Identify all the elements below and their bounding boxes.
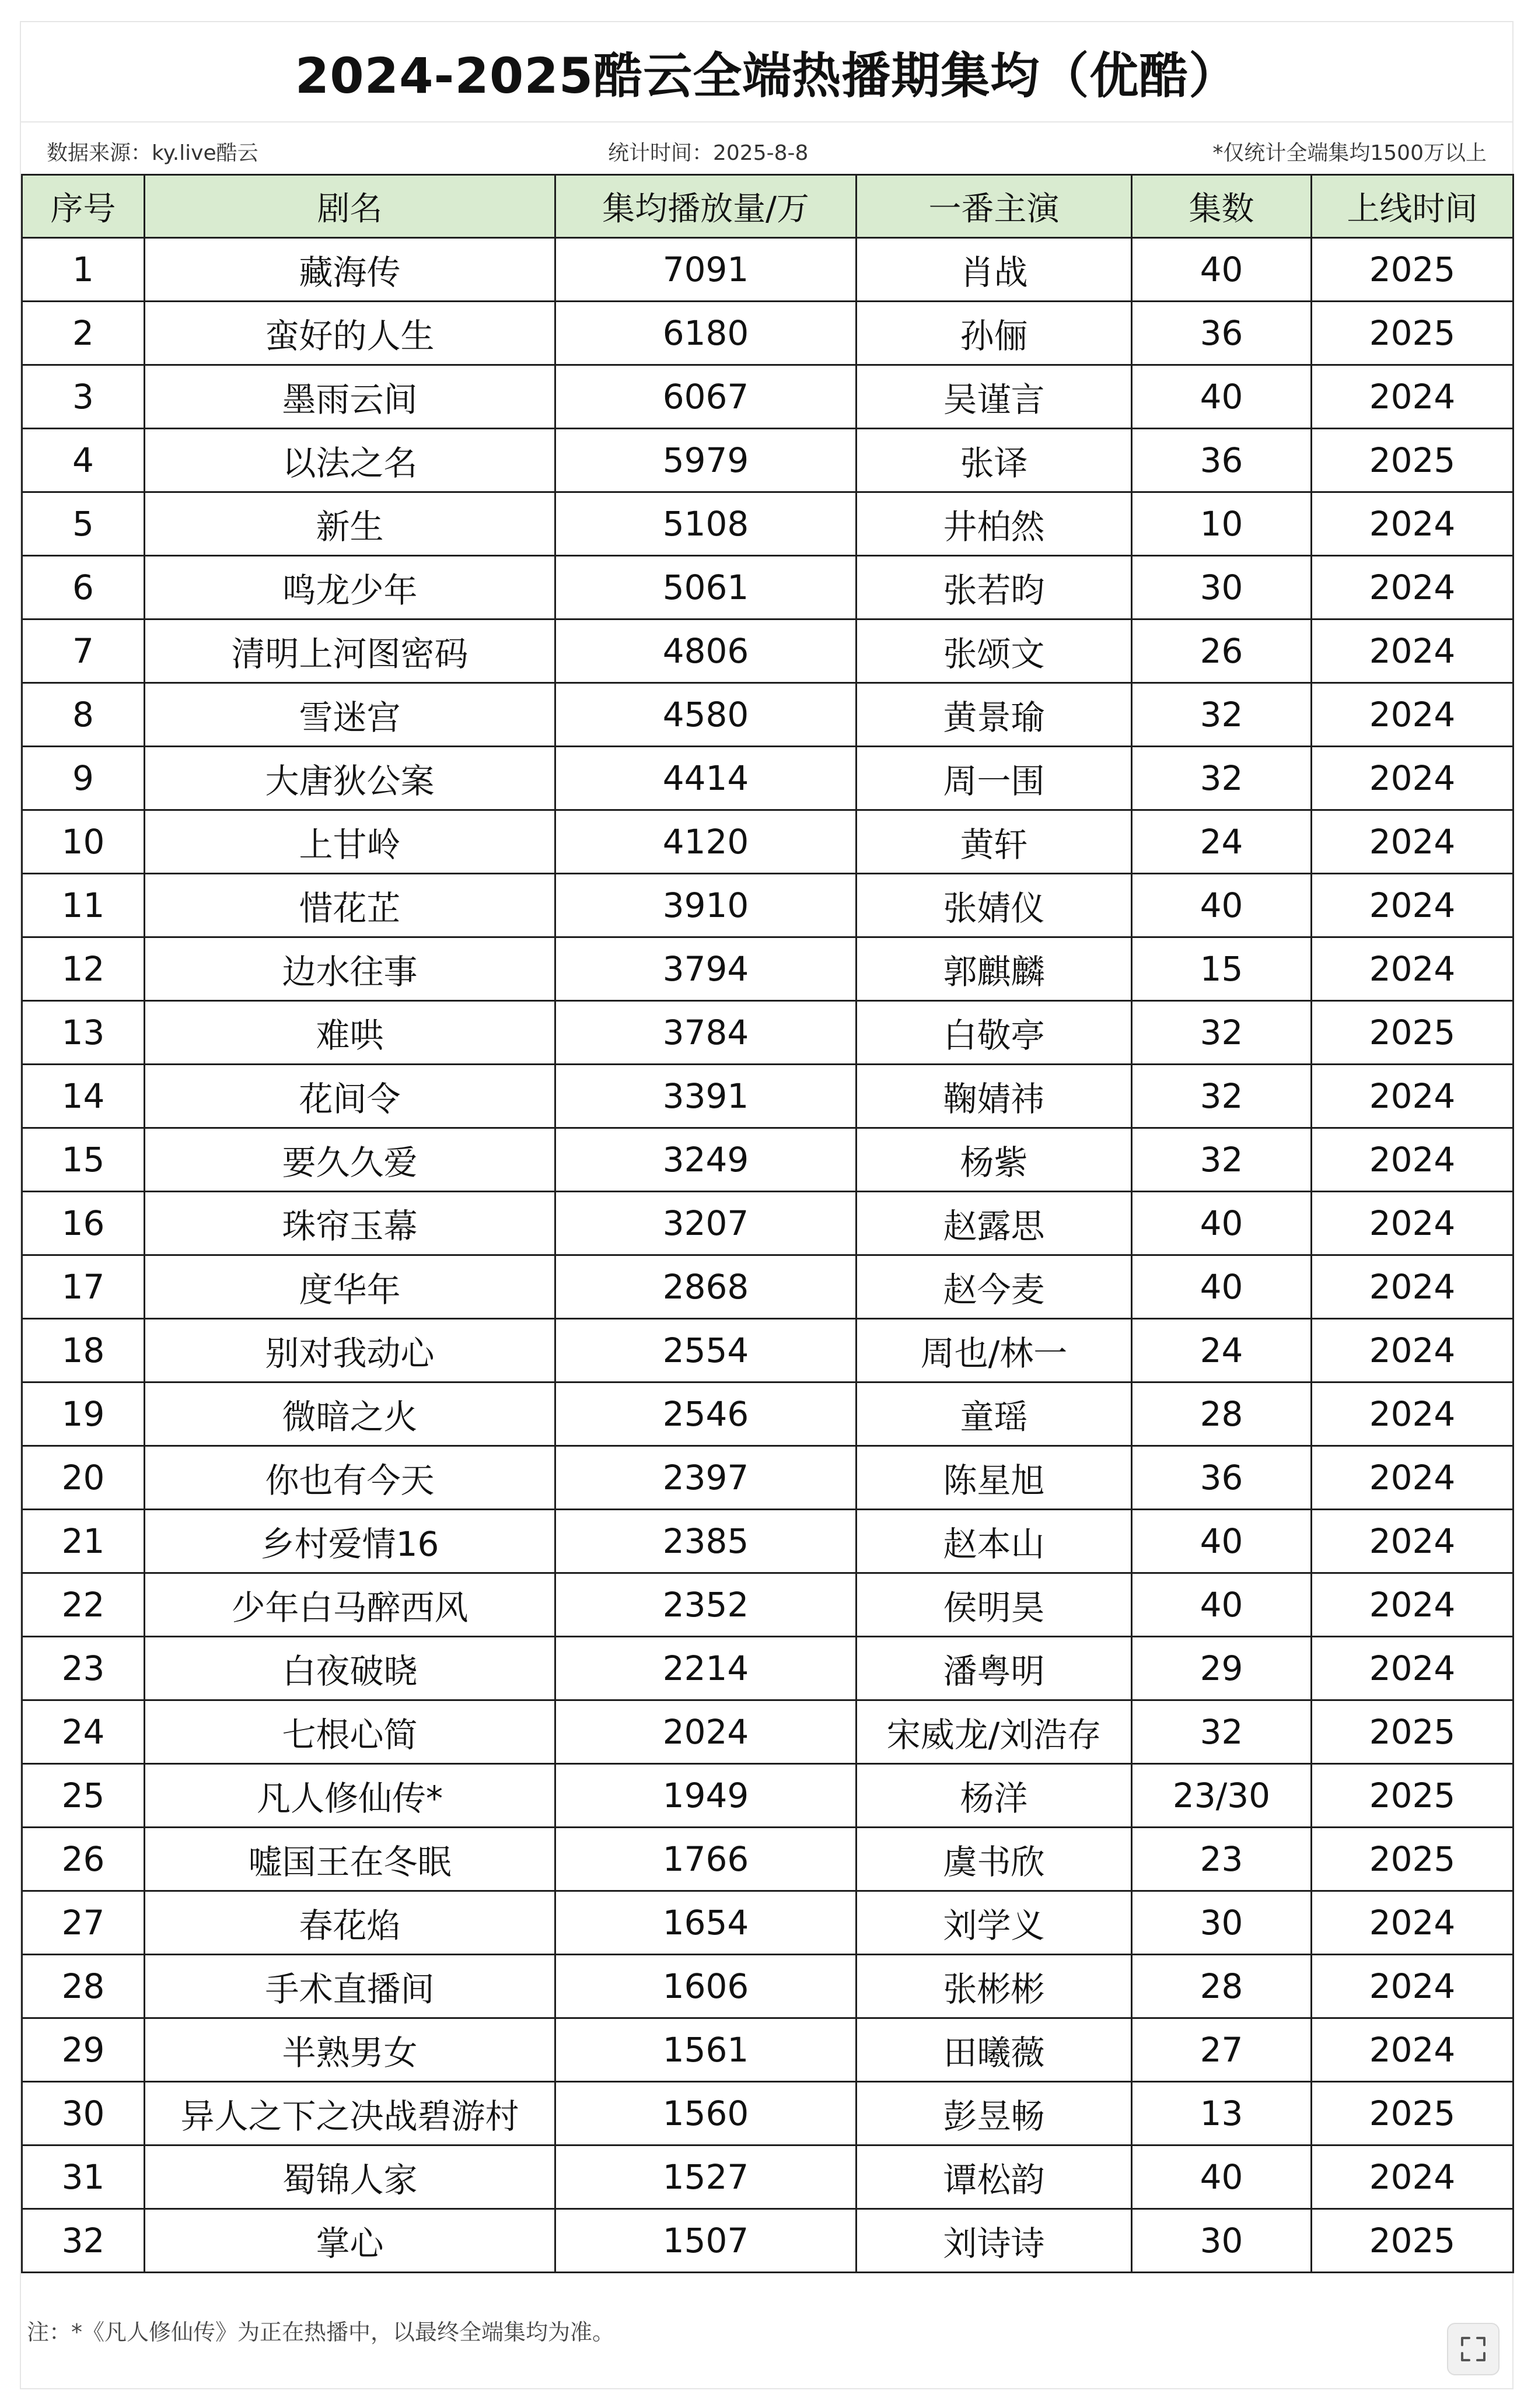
cell-release-year: 2024: [1312, 1955, 1513, 2018]
cell-title: 少年白马醉西风: [145, 1573, 555, 1637]
cell-release-year: 2025: [1312, 429, 1513, 492]
cell-avg-views: 1766: [555, 1828, 857, 1891]
cell-title: 藏海传: [145, 238, 555, 302]
cell-rank: 13: [22, 1001, 145, 1065]
table-row: [22, 1065, 1513, 1128]
cell-lead-actor: 刘学义: [857, 1891, 1132, 1955]
cell-avg-views: 1560: [555, 2082, 857, 2146]
cell-lead-actor: 吴谨言: [857, 365, 1132, 429]
cell-avg-views: 2024: [555, 1700, 857, 1764]
table-row: [22, 365, 1513, 429]
table-row: [22, 1828, 1513, 1891]
cell-avg-views: 2554: [555, 1319, 857, 1382]
cell-episodes: 36: [1132, 1446, 1312, 1510]
cell-release-year: 2024: [1312, 937, 1513, 1001]
page-title: 2024-2025酷云全端热播期集均（优酷）: [21, 22, 1512, 123]
cell-lead-actor: 谭松韵: [857, 2146, 1132, 2209]
cell-title: 珠帘玉幕: [145, 1192, 555, 1255]
cell-title: 蛮好的人生: [145, 302, 555, 365]
cell-title: 微暗之火: [145, 1382, 555, 1446]
cell-release-year: 2024: [1312, 874, 1513, 937]
stat-time: 统计时间：2025-8-8: [608, 141, 809, 165]
cell-rank: 30: [22, 2082, 145, 2146]
table-body: [22, 238, 1513, 2273]
cell-release-year: 2024: [1312, 1573, 1513, 1637]
cell-title: 度华年: [145, 1255, 555, 1319]
cell-avg-views: 4806: [555, 620, 857, 683]
cell-lead-actor: 鞠婧祎: [857, 1065, 1132, 1128]
cell-title: 掌心: [145, 2209, 555, 2273]
cell-lead-actor: 白敬亭: [857, 1001, 1132, 1065]
table-row: [22, 556, 1513, 620]
cell-title: 乡村爱情16: [145, 1510, 555, 1573]
cell-rank: 15: [22, 1128, 145, 1192]
cell-title: 以法之名: [145, 429, 555, 492]
cell-lead-actor: 黄轩: [857, 810, 1132, 874]
cell-lead-actor: 宋威龙/刘浩存: [857, 1700, 1132, 1764]
cell-avg-views: 1949: [555, 1764, 857, 1828]
cell-lead-actor: 郭麒麟: [857, 937, 1132, 1001]
cell-release-year: 2025: [1312, 1700, 1513, 1764]
table-row: [22, 810, 1513, 874]
cell-rank: 18: [22, 1319, 145, 1382]
table-row: [22, 2018, 1513, 2082]
header-title: 剧名: [145, 175, 555, 238]
cell-episodes: 13: [1132, 2082, 1312, 2146]
cell-release-year: 2024: [1312, 810, 1513, 874]
cell-release-year: 2024: [1312, 556, 1513, 620]
cell-lead-actor: 张颂文: [857, 620, 1132, 683]
cell-episodes: 28: [1132, 1382, 1312, 1446]
cell-lead-actor: 赵露思: [857, 1192, 1132, 1255]
header-episodes: 集数: [1132, 175, 1312, 238]
cell-title: 七根心简: [145, 1700, 555, 1764]
cell-title: 新生: [145, 492, 555, 556]
table-row: [22, 238, 1513, 302]
cell-lead-actor: 童瑶: [857, 1382, 1132, 1446]
table-row: [22, 492, 1513, 556]
meta-bar: [21, 123, 1512, 173]
cell-lead-actor: 刘诗诗: [857, 2209, 1132, 2273]
cell-rank: 7: [22, 620, 145, 683]
cell-lead-actor: 黄景瑜: [857, 683, 1132, 747]
cell-avg-views: 3784: [555, 1001, 857, 1065]
table-row: [22, 1255, 1513, 1319]
cell-release-year: 2024: [1312, 1255, 1513, 1319]
cell-episodes: 36: [1132, 302, 1312, 365]
cell-title: 异人之下之决战碧游村: [145, 2082, 555, 2146]
header-lead-actor: 一番主演: [857, 175, 1132, 238]
cell-episodes: 23: [1132, 1828, 1312, 1891]
cell-title: 墨雨云间: [145, 365, 555, 429]
cell-episodes: 40: [1132, 1192, 1312, 1255]
cell-avg-views: 7091: [555, 238, 857, 302]
cell-release-year: 2025: [1312, 1828, 1513, 1891]
cell-title: 清明上河图密码: [145, 620, 555, 683]
cell-lead-actor: 侯明昊: [857, 1573, 1132, 1637]
header-avg-views: 集均播放量/万: [555, 175, 857, 238]
cell-rank: 4: [22, 429, 145, 492]
table-row: [22, 620, 1513, 683]
table-row: [22, 1382, 1513, 1446]
cell-rank: 20: [22, 1446, 145, 1510]
footnote: 注：*《凡人修仙传》为正在热播中，以最终全端集均为准。: [27, 2319, 615, 2345]
table-row: [22, 683, 1513, 747]
cell-title: 要久久爱: [145, 1128, 555, 1192]
cell-avg-views: 5108: [555, 492, 857, 556]
cell-avg-views: 2868: [555, 1255, 857, 1319]
table-header-row: [22, 175, 1513, 238]
cell-rank: 9: [22, 747, 145, 810]
cell-rank: 27: [22, 1891, 145, 1955]
cell-episodes: 23/30: [1132, 1764, 1312, 1828]
cell-release-year: 2025: [1312, 1764, 1513, 1828]
cell-release-year: 2024: [1312, 1065, 1513, 1128]
cell-episodes: 32: [1132, 683, 1312, 747]
cell-rank: 29: [22, 2018, 145, 2082]
cell-title: 别对我动心: [145, 1319, 555, 1382]
cell-avg-views: 1561: [555, 2018, 857, 2082]
table-row: [22, 1955, 1513, 2018]
cell-avg-views: 3249: [555, 1128, 857, 1192]
cell-rank: 14: [22, 1065, 145, 1128]
cell-rank: 26: [22, 1828, 145, 1891]
cell-episodes: 40: [1132, 1255, 1312, 1319]
cell-release-year: 2024: [1312, 1192, 1513, 1255]
cell-title: 大唐狄公案: [145, 747, 555, 810]
criteria-note: *仅统计全端集均1500万以上: [1212, 141, 1487, 165]
expand-icon[interactable]: [1447, 2323, 1499, 2375]
cell-episodes: 40: [1132, 2146, 1312, 2209]
data-source: 数据来源：ky.live酷云: [47, 141, 258, 165]
cell-lead-actor: 赵今麦: [857, 1255, 1132, 1319]
cell-lead-actor: 张若昀: [857, 556, 1132, 620]
cell-rank: 2: [22, 302, 145, 365]
ranking-sheet: [20, 21, 1513, 2389]
cell-lead-actor: 张译: [857, 429, 1132, 492]
table-row: [22, 1700, 1513, 1764]
cell-avg-views: 3794: [555, 937, 857, 1001]
table-row: [22, 2209, 1513, 2273]
cell-lead-actor: 杨紫: [857, 1128, 1132, 1192]
cell-episodes: 40: [1132, 1510, 1312, 1573]
cell-title: 嘘国王在冬眠: [145, 1828, 555, 1891]
table-row: [22, 1446, 1513, 1510]
table-row: [22, 1637, 1513, 1700]
table-row: [22, 937, 1513, 1001]
header-release-year: 上线时间: [1312, 175, 1513, 238]
table-row: [22, 1510, 1513, 1573]
cell-title: 春花焰: [145, 1891, 555, 1955]
cell-avg-views: 6067: [555, 365, 857, 429]
table-row: [22, 1319, 1513, 1382]
table-row: [22, 2146, 1513, 2209]
cell-release-year: 2024: [1312, 1891, 1513, 1955]
cell-rank: 22: [22, 1573, 145, 1637]
cell-release-year: 2024: [1312, 365, 1513, 429]
cell-release-year: 2025: [1312, 302, 1513, 365]
cell-release-year: 2024: [1312, 1382, 1513, 1446]
cell-lead-actor: 张彬彬: [857, 1955, 1132, 2018]
cell-avg-views: 2385: [555, 1510, 857, 1573]
cell-lead-actor: 杨洋: [857, 1764, 1132, 1828]
cell-release-year: 2025: [1312, 238, 1513, 302]
cell-rank: 1: [22, 238, 145, 302]
cell-episodes: 28: [1132, 1955, 1312, 2018]
cell-release-year: 2024: [1312, 2018, 1513, 2082]
cell-avg-views: 4120: [555, 810, 857, 874]
cell-lead-actor: 周一围: [857, 747, 1132, 810]
table-row: [22, 302, 1513, 365]
cell-episodes: 24: [1132, 810, 1312, 874]
cell-episodes: 32: [1132, 1065, 1312, 1128]
cell-episodes: 30: [1132, 2209, 1312, 2273]
header-rank: 序号: [22, 175, 145, 238]
cell-lead-actor: 肖战: [857, 238, 1132, 302]
cell-lead-actor: 井柏然: [857, 492, 1132, 556]
cell-release-year: 2024: [1312, 1128, 1513, 1192]
cell-avg-views: 2214: [555, 1637, 857, 1700]
cell-release-year: 2024: [1312, 1637, 1513, 1700]
cell-title: 边水往事: [145, 937, 555, 1001]
cell-release-year: 2024: [1312, 2146, 1513, 2209]
cell-episodes: 24: [1132, 1319, 1312, 1382]
cell-rank: 31: [22, 2146, 145, 2209]
cell-avg-views: 3391: [555, 1065, 857, 1128]
cell-title: 花间令: [145, 1065, 555, 1128]
cell-title: 鸣龙少年: [145, 556, 555, 620]
cell-rank: 10: [22, 810, 145, 874]
cell-release-year: 2024: [1312, 492, 1513, 556]
cell-avg-views: 4414: [555, 747, 857, 810]
cell-rank: 16: [22, 1192, 145, 1255]
cell-episodes: 32: [1132, 1001, 1312, 1065]
cell-lead-actor: 周也/林一: [857, 1319, 1132, 1382]
cell-episodes: 29: [1132, 1637, 1312, 1700]
cell-rank: 6: [22, 556, 145, 620]
cell-avg-views: 1606: [555, 1955, 857, 2018]
cell-lead-actor: 赵本山: [857, 1510, 1132, 1573]
table-row: [22, 1573, 1513, 1637]
cell-lead-actor: 田曦薇: [857, 2018, 1132, 2082]
cell-rank: 11: [22, 874, 145, 937]
cell-episodes: 30: [1132, 1891, 1312, 1955]
cell-release-year: 2024: [1312, 747, 1513, 810]
cell-avg-views: 1527: [555, 2146, 857, 2209]
cell-lead-actor: 陈星旭: [857, 1446, 1132, 1510]
cell-episodes: 26: [1132, 620, 1312, 683]
cell-release-year: 2024: [1312, 1510, 1513, 1573]
cell-episodes: 32: [1132, 747, 1312, 810]
ranking-table: [21, 174, 1514, 2273]
table-row: [22, 429, 1513, 492]
cell-lead-actor: 虞书欣: [857, 1828, 1132, 1891]
cell-avg-views: 2352: [555, 1573, 857, 1637]
cell-release-year: 2025: [1312, 1001, 1513, 1065]
cell-title: 雪迷宫: [145, 683, 555, 747]
cell-rank: 24: [22, 1700, 145, 1764]
cell-avg-views: 5061: [555, 556, 857, 620]
table-row: [22, 1192, 1513, 1255]
cell-rank: 23: [22, 1637, 145, 1700]
cell-episodes: 40: [1132, 365, 1312, 429]
cell-episodes: 27: [1132, 2018, 1312, 2082]
cell-avg-views: 5979: [555, 429, 857, 492]
cell-avg-views: 3910: [555, 874, 857, 937]
cell-episodes: 40: [1132, 874, 1312, 937]
cell-avg-views: 2397: [555, 1446, 857, 1510]
cell-release-year: 2024: [1312, 683, 1513, 747]
cell-title: 蜀锦人家: [145, 2146, 555, 2209]
cell-release-year: 2024: [1312, 1446, 1513, 1510]
cell-rank: 3: [22, 365, 145, 429]
cell-rank: 8: [22, 683, 145, 747]
cell-title: 半熟男女: [145, 2018, 555, 2082]
cell-episodes: 15: [1132, 937, 1312, 1001]
cell-release-year: 2024: [1312, 1319, 1513, 1382]
cell-episodes: 36: [1132, 429, 1312, 492]
cell-title: 上甘岭: [145, 810, 555, 874]
cell-rank: 32: [22, 2209, 145, 2273]
cell-rank: 12: [22, 937, 145, 1001]
table-row: [22, 2082, 1513, 2146]
table-row: [22, 1128, 1513, 1192]
cell-avg-views: 6180: [555, 302, 857, 365]
table-row: [22, 1001, 1513, 1065]
cell-title: 凡人修仙传*: [145, 1764, 555, 1828]
cell-rank: 17: [22, 1255, 145, 1319]
cell-episodes: 32: [1132, 1128, 1312, 1192]
cell-release-year: 2025: [1312, 2209, 1513, 2273]
cell-title: 难哄: [145, 1001, 555, 1065]
cell-rank: 19: [22, 1382, 145, 1446]
cell-episodes: 32: [1132, 1700, 1312, 1764]
cell-rank: 28: [22, 1955, 145, 2018]
cell-avg-views: 4580: [555, 683, 857, 747]
cell-episodes: 10: [1132, 492, 1312, 556]
cell-release-year: 2024: [1312, 620, 1513, 683]
cell-lead-actor: 彭昱畅: [857, 2082, 1132, 2146]
cell-lead-actor: 孙俪: [857, 302, 1132, 365]
table-row: [22, 1891, 1513, 1955]
table-row: [22, 1764, 1513, 1828]
cell-lead-actor: 潘粤明: [857, 1637, 1132, 1700]
cell-lead-actor: 张婧仪: [857, 874, 1132, 937]
cell-avg-views: 1654: [555, 1891, 857, 1955]
cell-release-year: 2025: [1312, 2082, 1513, 2146]
cell-episodes: 30: [1132, 556, 1312, 620]
table-row: [22, 747, 1513, 810]
cell-title: 惜花芷: [145, 874, 555, 937]
cell-title: 手术直播间: [145, 1955, 555, 2018]
expand-icon-glyph: [1460, 2336, 1487, 2362]
table-row: [22, 874, 1513, 937]
cell-episodes: 40: [1132, 1573, 1312, 1637]
cell-avg-views: 2546: [555, 1382, 857, 1446]
cell-rank: 5: [22, 492, 145, 556]
cell-title: 白夜破晓: [145, 1637, 555, 1700]
cell-title: 你也有今天: [145, 1446, 555, 1510]
cell-episodes: 40: [1132, 238, 1312, 302]
cell-rank: 21: [22, 1510, 145, 1573]
cell-avg-views: 3207: [555, 1192, 857, 1255]
cell-avg-views: 1507: [555, 2209, 857, 2273]
cell-rank: 25: [22, 1764, 145, 1828]
